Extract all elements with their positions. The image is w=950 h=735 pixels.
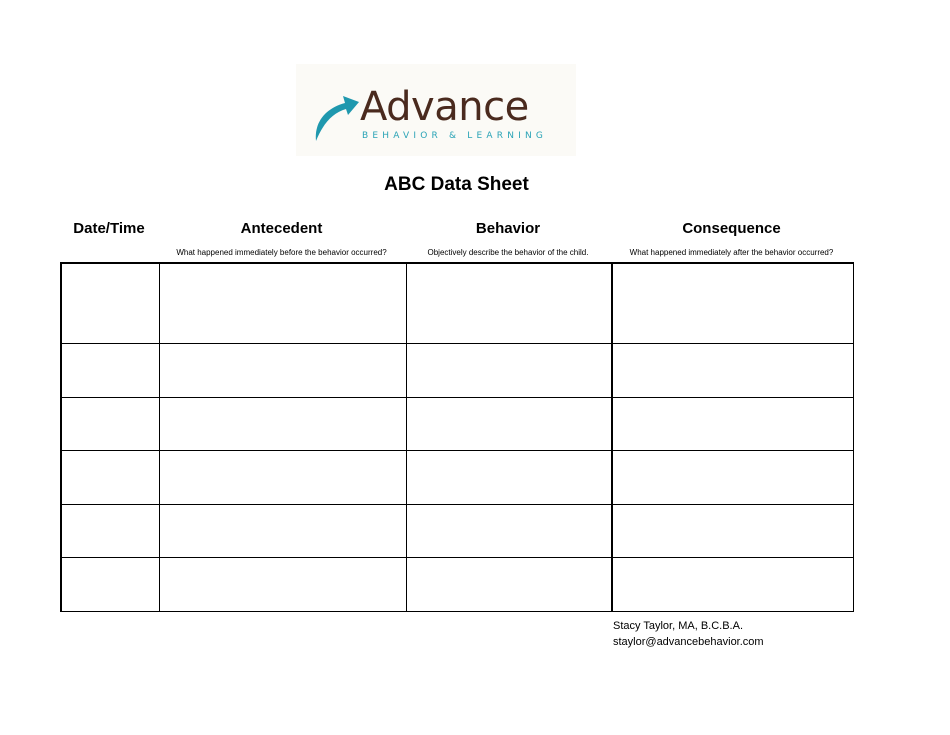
curved-arrow-icon — [312, 88, 362, 142]
consequence-cell[interactable] — [612, 263, 853, 343]
consequence-cell[interactable] — [612, 451, 853, 505]
date-time-cell[interactable] — [61, 451, 159, 505]
logo-tagline: BEHAVIOR & LEARNING — [362, 131, 548, 141]
column-header-antecedent: Antecedent — [240, 220, 323, 237]
consequence-cell[interactable] — [612, 397, 853, 451]
table-row — [61, 451, 853, 505]
behavior-cell[interactable] — [406, 263, 612, 343]
column-hint-behavior: Objectively describe the behavior of the child. — [427, 248, 589, 257]
author-email: staylor@advancebehavior.com — [613, 636, 764, 648]
column-header-consequence: Consequence — [682, 220, 781, 237]
antecedent-cell[interactable] — [159, 263, 406, 343]
table-row — [61, 558, 853, 612]
author-name: Stacy Taylor, MA, B.C.B.A. — [613, 620, 744, 632]
date-time-cell[interactable] — [61, 343, 159, 397]
date-time-cell[interactable] — [61, 504, 159, 558]
behavior-cell[interactable] — [406, 504, 612, 558]
antecedent-cell[interactable] — [159, 397, 406, 451]
table-row — [61, 343, 853, 397]
behavior-cell[interactable] — [406, 397, 612, 451]
author-contact — [613, 618, 764, 650]
behavior-cell[interactable] — [406, 343, 612, 397]
date-time-cell[interactable] — [61, 558, 159, 612]
company-logo — [296, 64, 576, 156]
antecedent-cell[interactable] — [159, 343, 406, 397]
behavior-cell[interactable] — [406, 558, 612, 612]
table-row — [61, 263, 853, 343]
date-time-cell[interactable] — [61, 263, 159, 343]
table-row — [61, 504, 853, 558]
behavior-cell[interactable] — [406, 451, 612, 505]
date-time-cell[interactable] — [61, 397, 159, 451]
column-header-behavior: Behavior — [475, 220, 541, 237]
column-header-date-time: Date/Time — [73, 220, 145, 237]
column-hint-consequence: What happened immediately after the behavior occurred? — [629, 248, 834, 257]
antecedent-cell[interactable] — [159, 504, 406, 558]
consequence-cell[interactable] — [612, 558, 853, 612]
table-row — [61, 397, 853, 451]
consequence-cell[interactable] — [612, 343, 853, 397]
column-hint-antecedent: What happened immediately before the behavior occurred? — [176, 248, 387, 257]
abc-data-table — [60, 262, 854, 612]
page-title: ABC Data Sheet — [384, 174, 529, 195]
antecedent-cell[interactable] — [159, 558, 406, 612]
consequence-cell[interactable] — [612, 504, 853, 558]
antecedent-cell[interactable] — [159, 451, 406, 505]
logo-brand-name: Advance — [360, 84, 529, 130]
